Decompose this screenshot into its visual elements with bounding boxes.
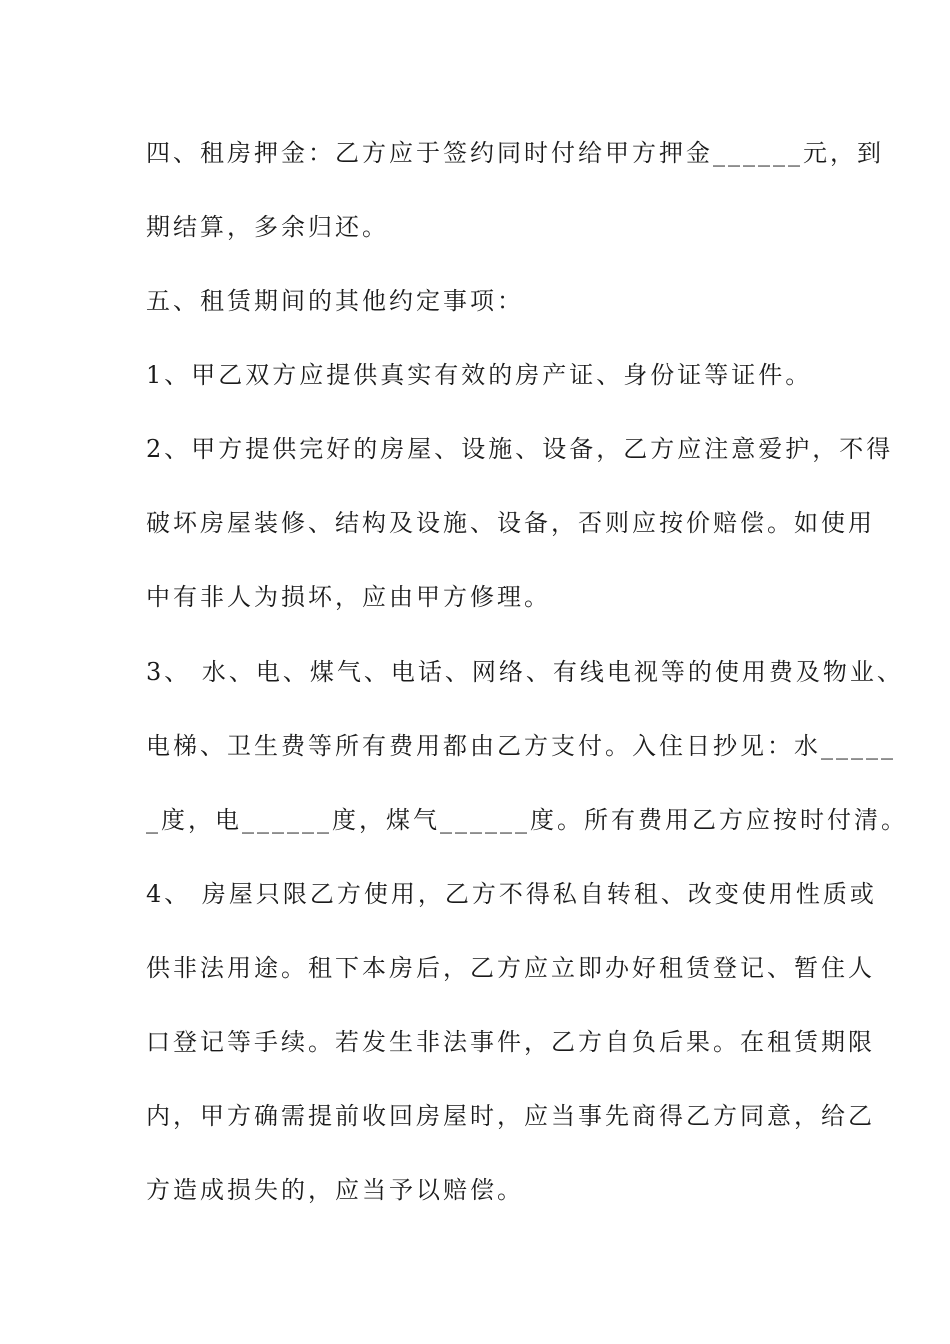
text-line-13: 口登记等手续。若发生非法事件，乙方自负后果。在租赁期限: [146, 1028, 875, 1056]
text-line-7: 中有非人为损坏，应由甲方修理。: [146, 583, 551, 611]
text-line-3: 五、租赁期间的其他约定事项：: [146, 287, 524, 315]
text-line-5: 2、甲方提供完好的房屋、设施、设备，乙方应注意爱护，不得: [146, 435, 894, 463]
text-line-14: 内，甲方确需提前收回房屋时，应当事先商得乙方同意，给乙: [146, 1102, 875, 1130]
text-line-15: 方造成损失的，应当予以赔偿。: [146, 1176, 524, 1204]
text-line-1: 四、租房押金：乙方应于签约同时付给甲方押金______元，到: [146, 139, 884, 167]
text-line-11: 4、 房屋只限乙方使用，乙方不得私自转租、改变使用性质或: [146, 880, 877, 908]
text-line-12: 供非法用途。租下本房后，乙方应立即办好租赁登记、暂住人: [146, 954, 875, 982]
text-line-2: 期结算，多余归还。: [146, 213, 389, 241]
text-line-9: 电梯、卫生费等所有费用都由乙方支付。入住日抄见：水_____: [146, 732, 896, 760]
text-line-4: 1、甲乙双方应提供真实有效的房产证、身份证等证件。: [146, 361, 813, 389]
text-line-6: 破坏房屋装修、结构及设施、设备，否则应按价赔偿。如使用: [146, 509, 875, 537]
text-line-8: 3、 水、电、煤气、电话、网络、有线电视等的使用费及物业、: [146, 658, 904, 686]
text-line-10: _度，电______度，煤气______度。所有费用乙方应按时付清。: [146, 806, 908, 834]
